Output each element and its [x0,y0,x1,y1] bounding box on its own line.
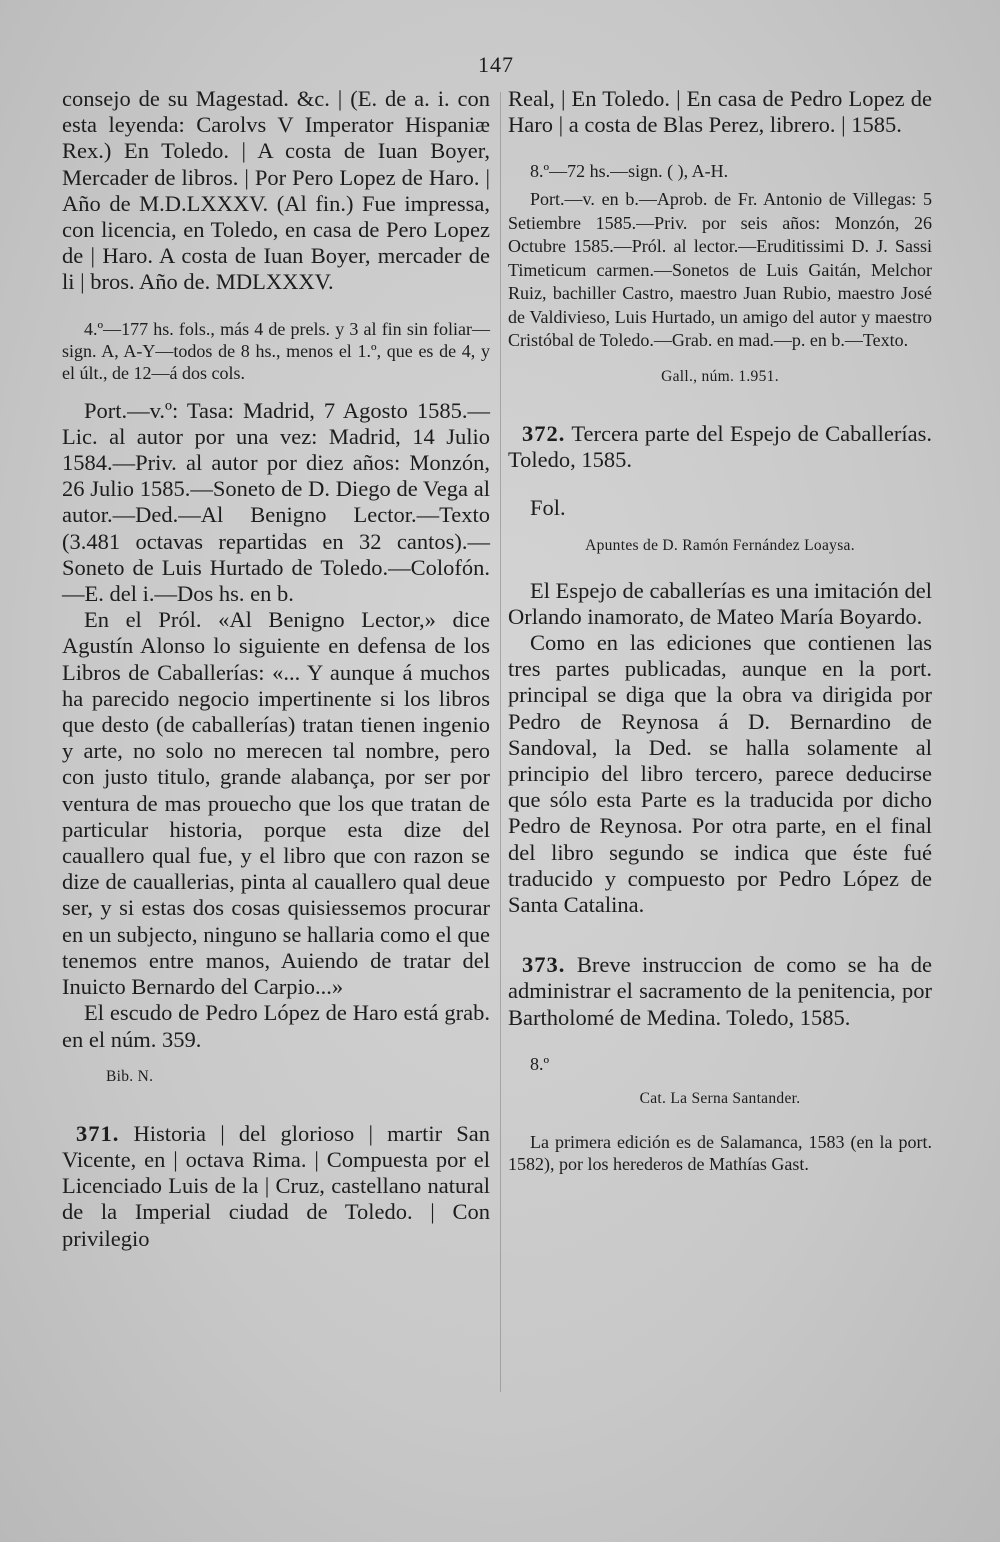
paragraph: Real, | En Toledo. | En casa de Pedro Lopez de Haro | a costa de Blas Perez, librero. | 1585. [508,86,932,138]
entry-title: Breve instruccion de como se ha de administrar el sacramento de la penitencia, por Bartholomé de Medina. Toledo, 1585. [508,952,933,1030]
paragraph: El Espejo de caballerías es una imitación del Orlando inamorato, de Mateo María Boyardo. [508,577,932,629]
reference-note: Cat. La Serna Santander. [639,1089,801,1107]
reference-note: Gall., núm. 1.951. [661,367,779,385]
page-number: 147 [478,52,514,77]
left-column [62,86,490,1252]
entry-371 [62,1121,490,1252]
entry-number: 371. [76,1120,120,1146]
column-divider [500,92,501,1392]
paragraph: La primera edición es de Salamanca, 1583 (en la port. 1582), por los herederos de Mathías Gast. [508,1131,932,1174]
entry-number: 373. [522,952,566,978]
contents-paragraph: Port.—v.º: Tasa: Madrid, 7 Agosto 1585.—Lic. al autor por una vez: Madrid, 14 Julio 1584.—Priv. al autor por diez años: Monzón, 26 Julio 1585.—Soneto de D. Diego de Vega al autor.—Ded.—Al Benigno Lector.—Texto (3.481 octavas repartidas en 32 cantos).—Soneto de Luis Hurtado de Toledo.—Colofón.—E. del i.—Dos hs. en b. [62,397,490,607]
reference-note: Apuntes de D. Ramón Fernández Loaysa. [585,536,855,554]
entry-title: Tercera parte del Espejo de Caballerías. Toledo, 1585. [508,420,932,473]
format-line: Fol. [530,495,566,521]
format-line: 8.º [530,1053,550,1074]
entry-number: 372. [522,420,566,446]
reference-note: Bib. N. [106,1067,154,1085]
entry-372 [508,421,932,473]
entry-title: Historia | del glorioso | martir San Vicente, en | octava Rima. | Compuesta por el Licenciado Luis de la | Cruz, castellano natural de la Imperial ciudad de Toledo. | Con privilegio [62,1120,490,1251]
paragraph: Como en las ediciones que contienen las tres partes publicadas, aunque en la port. principal se diga que la obra va dirigida por Pedro de Reynosa á D. Bernardino de Sandoval, la Ded. se halla solamente al principio del libro tercero, parece deducirse que sólo esta Parte es la traducida por dicho Pedro de Reynosa. Por otra parte, en el final del libro segundo se indica que éste fué traducido y compuesto por Pedro López de Santa Catalina. [508,629,932,917]
paragraph: consejo de su Magestad. &c. | (E. de a. i. con esta leyenda: Carolvs V Imperator Hispaniæ Rex.) En Toledo. | A costa de Iuan Boyer, Mercader de libros. | Por Pero Lopez de Haro. | Año de M.D.LXXXV. (Al fin.) Fue impressa, con licencia, en Toledo, en casa de Pero Lopez de | Haro. A costa de Iuan Boyer, mercader de li | bros. Año de. MDLXXXV. [62,86,490,295]
collation-paragraph: 4.º—177 hs. fols., más 4 de prels. y 3 al fin sin foliar—sign. A, A-Y—todos de 8 hs., menos el 1.º, que es de 4, y el últ., de 12—á dos cols. [62,318,490,383]
right-column [508,86,932,1175]
entry-373 [508,952,932,1031]
collation-paragraph: 8.º—72 hs.—sign. ( ), A-H. [530,161,729,182]
quote-paragraph: En el Pról. «Al Benigno Lector,» dice Agustín Alonso lo siguiente en defensa de los Libros de Caballerías: «... Y aunque á muchos ha parecido negocio impertinente si los libros que desto (de caballerías) tratan tienen ingenio y arte, no solo no merecen tal nombre, pero con justo titulo, grande alabança, por ser por ventura de mas prouecho que los que tratan de particular historia, porque esta dize del cauallero qual fue, y el libro que con razon se dize de cauallerias, pinta al cauallero qual deue ser, y si estas dos cosas quisiessemos procurar en un subjecto, ninguno se hallaria como el que tenemos entre manos, Auiendo de tratar del Inuicto Bernardo del Carpio...» [62,607,491,1000]
contents-paragraph: Port.—v. en b.—Aprob. de Fr. Antonio de Villegas: 5 Setiembre 1585.—Priv. por seis años: Monzón, 26 Octubre 1585.—Pról. al lector.—Eruditissimi D. J. Sassi Timeticum carmen.—Sonetos de Luis Gaitán, Melchor Ruiz, bachiller Castro, maestro Juan Rubio, maestro José de Valdivieso, Luis Hurtado, un amigo del autor y maestro Cristóbal de Toledo.—Grab. en mad.—p. en b.—Texto. [508,189,932,351]
paragraph: El escudo de Pedro López de Haro está grab. en el núm. 359. [62,1000,490,1052]
